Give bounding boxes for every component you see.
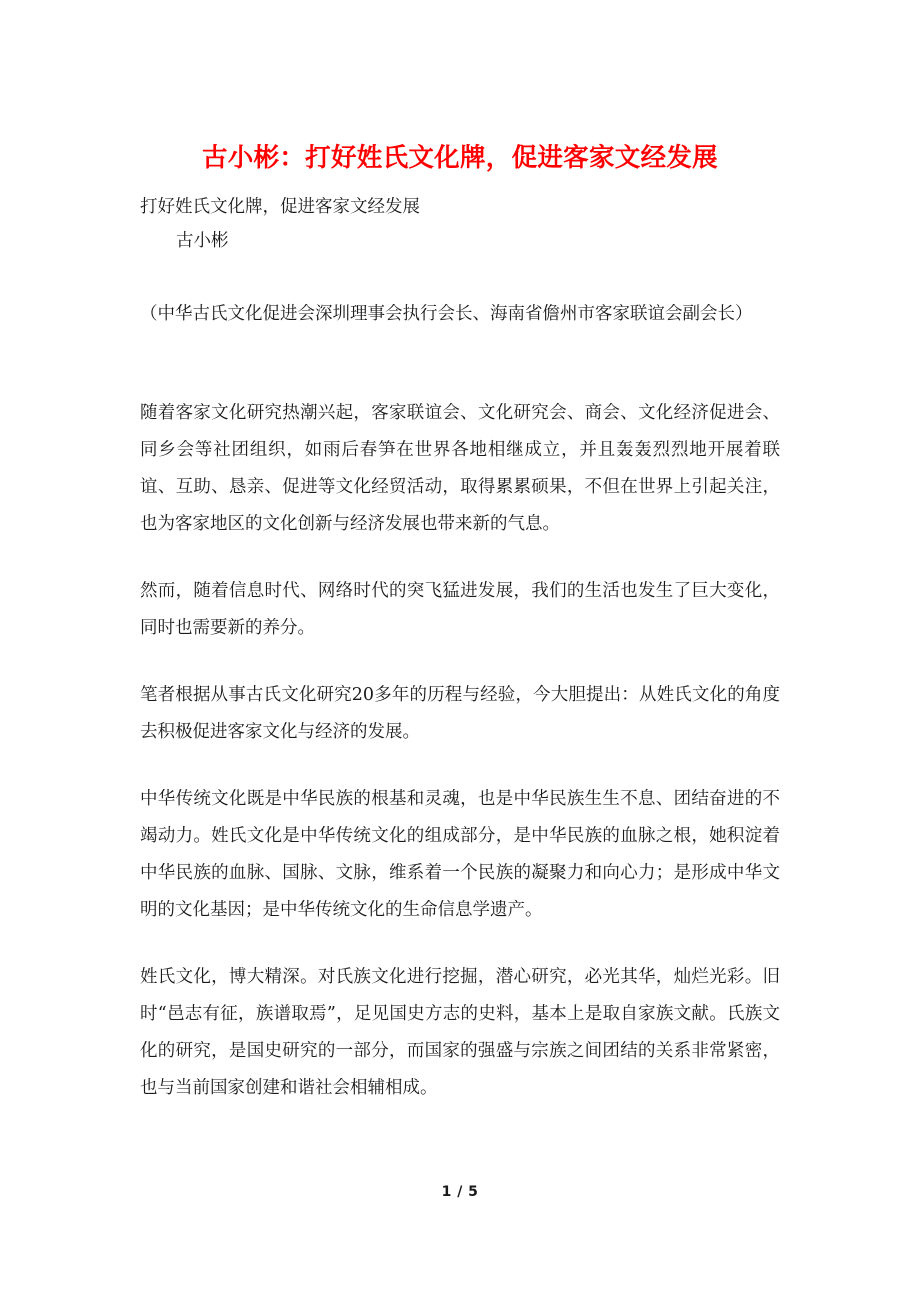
page-number-footer: 1 / 5 <box>441 1184 479 1200</box>
author-byline: 古小彬 <box>176 231 229 251</box>
page-title: 古小彬：打好姓氏文化牌，促进客家文经发展 <box>201 143 718 173</box>
body-paragraph: 姓氏文化，博大精深。对氏族文化进行挖掘，潜心研究，必光其华，灿烂光彩。旧时“邑志有征，族谱取焉”，足见国史方志的史料，基本上是取自家族文献。氏族文化的研究，是国史研究的一部分，而国家的强盛与宗族之间团结的关系非常紧密，也与当前国家创建和谐社会相辅相成。 <box>140 967 780 1098</box>
article-subtitle: 打好姓氏文化牌，促进客家文经发展 <box>140 197 420 217</box>
body-paragraph: 然而，随着信息时代、网络时代的突飞猛进发展，我们的生活也发生了巨大变化，同时也需要新的养分。 <box>140 581 780 638</box>
author-affiliation: （中华古氏文化促进会深圳理事会执行会长、海南省儋州市客家联谊会副会长） <box>140 304 753 324</box>
body-paragraph: 笔者根据从事古氏文化研究20多年的历程与经验，今大胆提出：从姓氏文化的角度去积极促进客家文化与经济的发展。 <box>140 685 780 742</box>
article-body <box>140 333 780 1107</box>
body-paragraph: 中华传统文化既是中华民族的根基和灵魂，也是中华民族生生不息、团结奋进的不竭动力。姓氏文化是中华传统文化的组成部分，是中华民族的血脉之根，她积淀着中华民族的血脉、国脉、文脉，维系着一个民族的凝聚力和向心力；是形成中华文明的文化基因；是中华传统文化的生命信息学遗产。 <box>140 789 780 920</box>
body-paragraph: 随着客家文化研究热潮兴起，客家联谊会、文化研究会、商会、文化经济促进会、同乡会等社团组织，如雨后春笋在世界各地相继成立，并且轰轰烈烈地开展着联谊、互助、恳亲、促进等文化经贸活动，取得累累硕果，不但在世界上引起关注，也为客家地区的文化创新与经济发展也带来新的气息。 <box>140 403 780 534</box>
document-content <box>140 0 780 1107</box>
